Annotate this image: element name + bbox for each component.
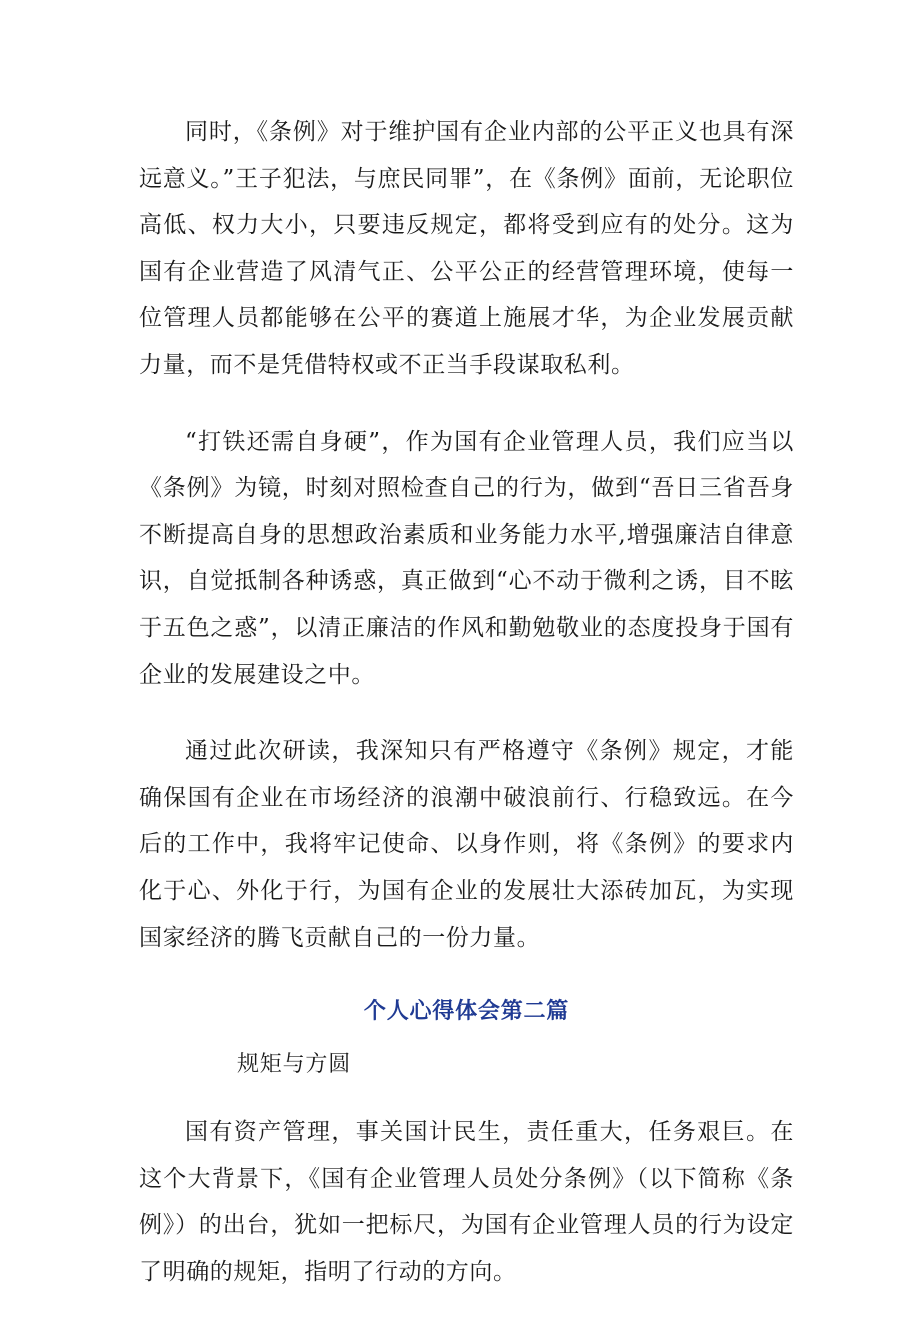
- section-heading: 个人心得体会第二篇: [363, 998, 570, 1025]
- paragraph-conclusion: 通过此次研读，我深知只有严格遵守《条例》规定，才能确保国有企业在市场经济的浪潮中破浪前行、行稳致远。在今后的工作中，我将牢记使命、以身作则，将《条例》的要求内化于心、外化于行，为国有企业的发展壮大添砖加瓦，为实现国家经济的腾飞贡献自己的一份力量。: [139, 738, 794, 951]
- paragraph-self-discipline: “打铁还需自身硬”，作为国有企业管理人员，我们应当以《条例》为镜，时刻对照检查自己的行为，做到“吾日三省吾身不断提高自身的思想政治素质和业务能力水平,增强廉洁自律意识，自觉抵制各种诱惑，真正做到“心不动于微利之诱，目不眩于五色之惑”，以清正廉洁的作风和勤勉敬业的态度投身于国有企业的发展建设之中。: [139, 428, 794, 688]
- section-subtitle: 规矩与方圆: [237, 1052, 352, 1078]
- paragraph-introduction: 国有资产管理，事关国计民生，责任重大，任务艰巨。在这个大背景下，《国有企业管理人员处分条例》（以下简称《条例》）的出台，犹如一把标尺，为国有企业管理人员的行为设定了明确的规矩，指明了行动的方向。: [139, 1119, 794, 1285]
- document-body: [139, 109, 794, 1325]
- paragraph-fairness: 同时，《条例》对于维护国有企业内部的公平正义也具有深远意义。”王子犯法，与庶民同罪”，在《条例》面前，无论职位高低、权力大小，只要违反规定，都将受到应有的处分。这为国有企业营造了风清气正、公平公正的经营管理环境，使每一位管理人员都能够在公平的赛道上施展才华，为企业发展贡献力量，而不是凭借特权或不正当手段谋取私利。: [139, 119, 794, 378]
